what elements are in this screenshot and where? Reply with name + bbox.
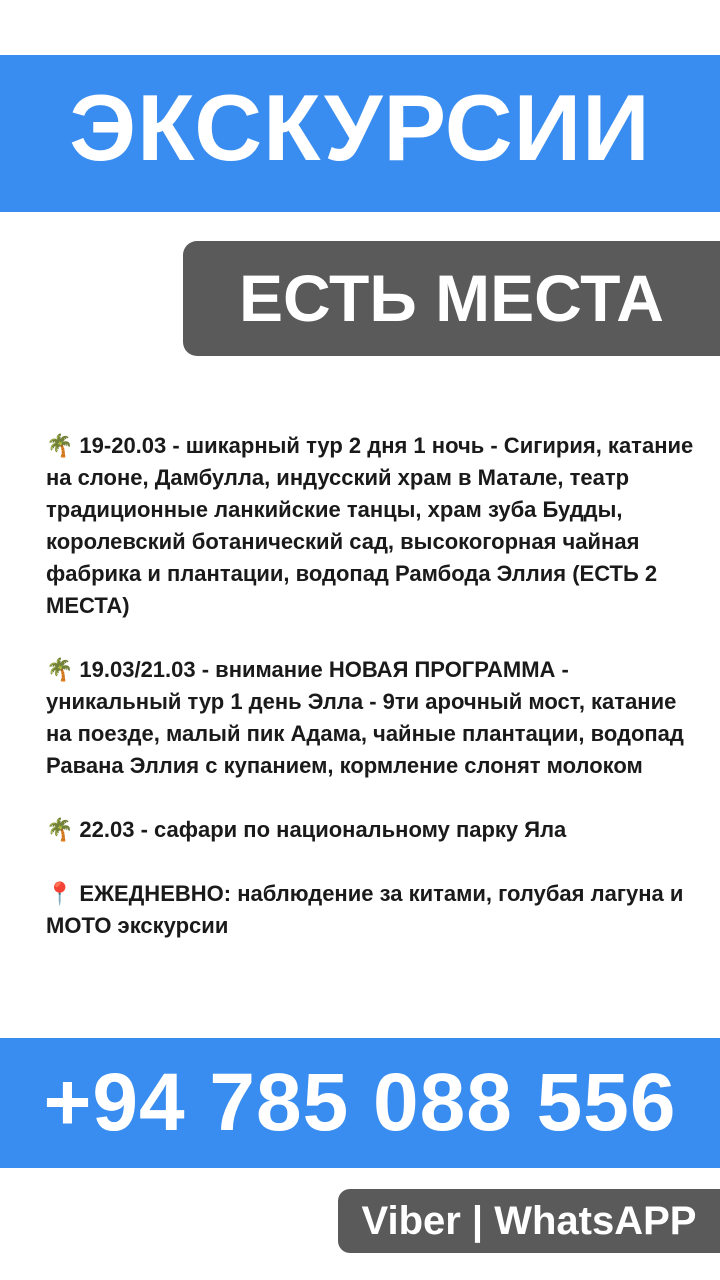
tour-item-text: 22.03 - сафари по национальному парку Яла: [79, 817, 567, 842]
palm-icon: 🌴: [46, 657, 74, 682]
tour-item: [46, 654, 696, 782]
tour-item: [46, 878, 696, 942]
tour-item-text: ЕЖЕДНЕВНО: наблюдение за китами, голубая лагуна и МОТО экскурсии: [46, 881, 684, 938]
phone-banner: [0, 1038, 720, 1168]
places-available-banner: [183, 241, 720, 356]
tour-item: [46, 814, 696, 846]
palm-icon: 🌴: [46, 817, 74, 842]
title-banner: [0, 55, 720, 212]
page-title: ЭКСКУРСИИ: [69, 75, 651, 180]
pin-icon: 📍: [46, 881, 74, 906]
messenger-label: Viber | WhatsAPP: [361, 1199, 697, 1243]
tour-item-text: 19-20.03 - шикарный тур 2 дня 1 ночь - Сигирия, катание на слоне, Дамбулла, индусский храм в Матале, театр традиционные ланкийские танцы, храм зуба Будды, королевский ботанический сад, высокогорная чайная фабрика и плантации, водопад Рамбода Эллия (ЕСТЬ 2 МЕСТА): [46, 433, 694, 618]
palm-icon: 🌴: [46, 433, 74, 458]
places-available-label: ЕСТЬ МЕСТА: [239, 261, 664, 335]
tour-item-text: 19.03/21.03 - внимание НОВАЯ ПРОГРАММА - уникальный тур 1 день Элла - 9ти арочный мост, катание на поезде, малый пик Адама, чайные плантации, водопад Равана Эллия с купанием, кормление слонят молоком: [46, 657, 684, 778]
phone-number[interactable]: +94 785 088 556: [43, 1057, 677, 1148]
tour-item: [46, 430, 696, 622]
tour-list: [46, 430, 696, 974]
messenger-banner: [338, 1189, 720, 1253]
